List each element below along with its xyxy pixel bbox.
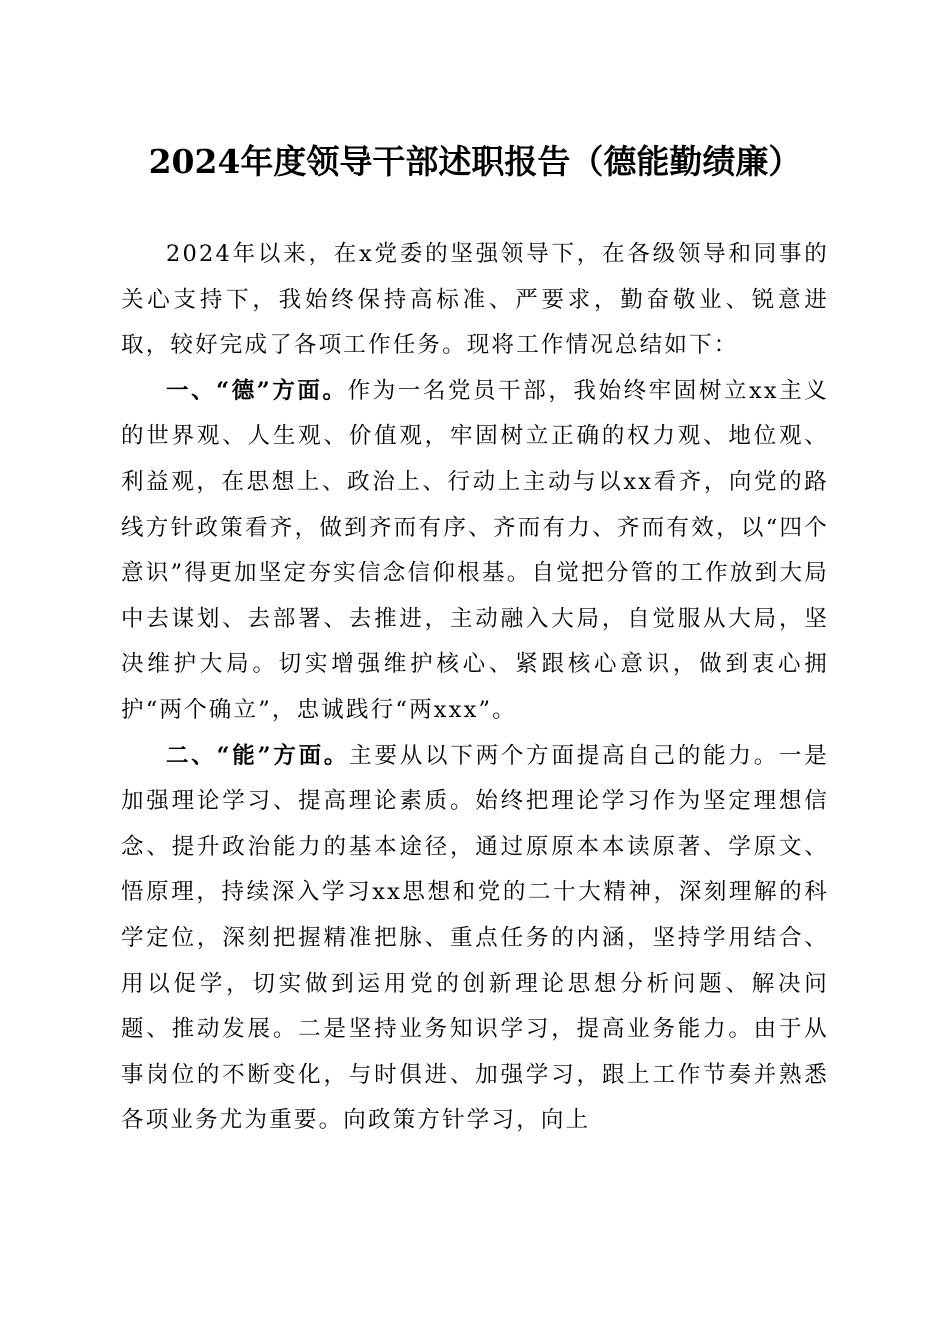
document-body (121, 232, 829, 1144)
section-heading-neng: 二、“能”方面。 (166, 742, 350, 769)
section-paragraph-de (121, 369, 829, 734)
intro-paragraph: 2024年以来，在x党委的坚强领导下，在各级领导和同事的关心支持下，我始终保持高标准、严要求，勤奋敬业、锐意进取，较好完成了各项工作任务。现将工作情况总结如下： (121, 241, 829, 359)
section-heading-de: 一、“德”方面。 (166, 377, 348, 404)
section-text-neng: 主要从以下两个方面提高自己的能力。一是加强理论学习、提高理论素质。始终把理论学习作为坚定理想信念、提升政治能力的基本途径，通过原原本本读原著、学原文、悟原理，持续深入学习xx思想和党的二十大精神，深刻理解的科学定位，深刻把握精准把脉、重点任务的内涵，坚持学用结合、用以促学，切实做到运用党的创新理论思想分析问题、解决问题、推动发展。二是坚持业务知识学习，提高业务能力。由于从事岗位的不断变化，与时俱进、加强学习，跟上工作节奏并熟悉各项业务尤为重要。向政策方针学习，向上 (121, 742, 829, 1134)
section-text-de: 作为一名党员干部，我始终牢固树立xx主义的世界观、人生观、价值观，牢固树立正确的权力观、地位观、利益观，在思想上、政治上、行动上主动与以xx看齐，向党的路线方针政策看齐，做到齐而有序、齐而有力、齐而有效，以“四个意识”得更加坚定夯实信念信仰根基。自觉把分管的工作放到大局中去谋划、去部署、去推进，主动融入大局，自觉服从大局，坚决维护大局。切实增强维护核心、紧跟核心意识，做到衷心拥护“两个确立”，忠诚践行“两xxx”。 (121, 377, 829, 723)
section-paragraph-neng (121, 734, 829, 1144)
document-title: 2024年度领导干部述职报告（德能勤绩廉） (148, 142, 802, 181)
